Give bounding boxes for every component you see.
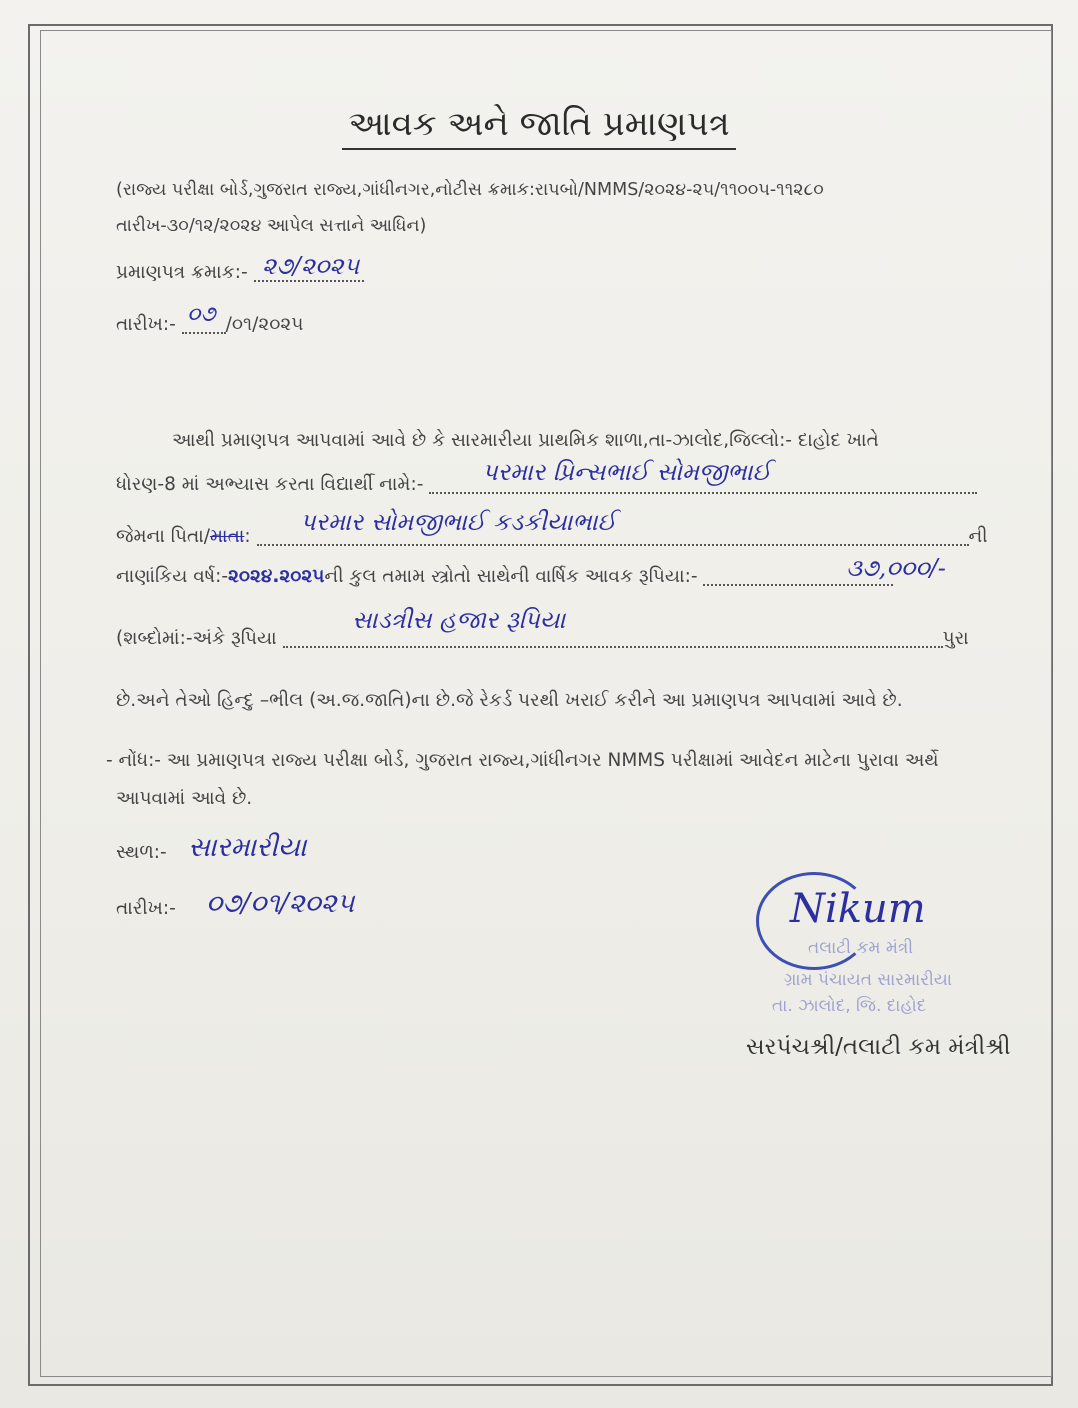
fy-rest: ની કુલ તમામ સ્ત્રોતો સાથેની વાર્ષિક આવક રૂપિયા:- [324,566,698,587]
date-rest: /૦૧/૨૦૨૫ [225,314,304,335]
cert-number-value: ૨૭/૨૦૨૫ [262,252,360,280]
income-value: ૩૭,૦૦૦/- [846,554,946,582]
father-dots [257,544,969,546]
note-line-2: આપવામાં આવે છે. [116,788,253,809]
signature: Nikum [790,886,926,932]
authority-line-2: તારીખ-૩૦/૧૨/૨૦૨૪ આપેલ સત્તાને આધિન) [116,216,427,236]
para1-line1: આથી પ્રમાણપત્ર આપવામાં આવે છે કે સારમારીયા પ્રાથમિક શાળા,તા-ઝાલોદ,જિલ્લો:- દાહોદ ખાતે [172,430,879,451]
student-name-value: પરમાર પ્રિન્સભાઈ સોમજીભાઈ [482,458,772,486]
stamp-line-2: ગ્રામ પંચાયત સારમારીયા [784,970,953,990]
date-label: તારીખ:- [116,314,176,335]
words-label: (શબ્દોમાં:-અંકે રૂપિયા [116,628,277,649]
father-suffix: ની [968,526,988,547]
father-label-struck: માતા [209,526,245,547]
cert-number-dots [254,280,364,282]
father-name-value: પરમાર સોમજીભાઈ કડકીયાભાઈ [300,508,617,536]
date-day-dots [182,332,226,334]
place-value: સારમારીયા [188,832,307,863]
stamp-line-3: તા. ઝાલોદ, જિ. દાહોદ [772,996,927,1016]
father-label-colon: : [244,526,251,547]
para2: છે.અને તેઓ હિન્દુ –ભીલ (અ.જ.જાતિ)ના છે.જે રેકર્ડ પરથી ખરાઈ કરીને આ પ્રમાણપત્ર આપવામાં આવે છે. [116,690,903,711]
income-words-value: સાડત્રીસ હજાર રૂપિયા [352,606,566,634]
date-day-value: ૦૭ [187,302,216,327]
words-suffix: પુરા [942,628,969,649]
fy-value: ૨૦૨૪.૨૦૨૫ [228,566,325,587]
signatory-title: સરપંચશ્રી/તલાટી કમ મંત્રીશ્રી [746,1034,1011,1060]
certificate-title-wrap [0,104,1078,144]
date2-label: તારીખ:- [116,898,176,919]
student-label: ધોરણ-8 માં અભ્યાસ કરતા વિદ્યાર્થી નામે:- [116,474,424,495]
stamp-line-1: તલાટી કમ મંત્રી [808,938,914,958]
authority-line-1: (રાજ્ય પરીક્ષા બોર્ડ,ગુજરાત રાજ્ય,ગાંધીનગર,નોટીસ ક્રમાક:રાપબો/NMMS/૨૦૨૪-૨૫/૧૧૦૦૫-૧૧૨૮૦ [116,180,824,200]
note-line-1: - નોંધ:- આ પ્રમાણપત્ર રાજ્ય પરીક્ષા બોર્ડ, ગુજરાત રાજ્ય,ગાંધીનગર NMMS પરીક્ષામાં આવેદન માટેના પુરાવા અર્થે [106,750,939,771]
fy-label: નાણાંકિય વર્ષ:- [116,566,229,587]
place-label: સ્થળ:- [116,842,167,863]
cert-number-label: પ્રમાણપત્ર ક્રમાક:- [116,262,248,283]
date2-value: ૦૭/૦૧/૨૦૨૫ [206,888,355,919]
words-dots [283,646,943,648]
certificate-title: આવક અને જાતિ પ્રમાણપત્ર [342,104,735,150]
income-row [116,566,893,587]
student-dots [429,492,977,494]
income-dots [703,584,893,586]
father-label: જેમના પિતા/ [116,526,210,547]
